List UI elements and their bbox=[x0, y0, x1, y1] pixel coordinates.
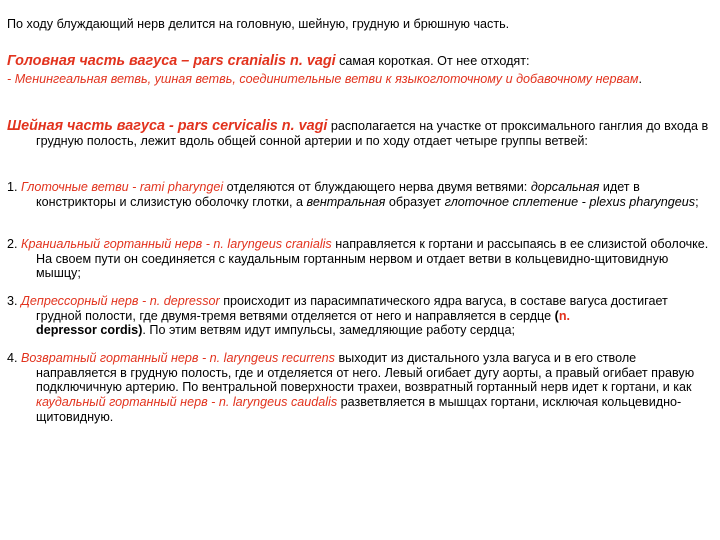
item-number: 1. bbox=[7, 180, 22, 194]
item-number: 2. bbox=[7, 237, 22, 251]
item-number: 3. bbox=[7, 294, 22, 308]
item-bold: depressor cordis) bbox=[36, 323, 143, 338]
item-text: направляется к гортани и рассыпаясь в ее слизистой оболочке. На своем пути он соединяется с каудальным гортанным нервом и отдает ветви в кольцевидно-щитовидную мышцу; bbox=[36, 237, 709, 281]
item-term-2: каудальный гортанный нерв - n. laryngeus caudalis bbox=[36, 395, 338, 410]
list-item-1 bbox=[7, 180, 713, 209]
neck-section-desc: располагается на участке от проксимального ганглия до входа в грудную полость, лежит вдоль общей сонной артерии и по ходу отдает четыре группы ветвей: bbox=[36, 119, 709, 148]
item-term: Депрессорный нерв - n. depressor bbox=[21, 294, 220, 308]
item-emphasis: вентральная bbox=[306, 194, 386, 209]
list-item-2 bbox=[7, 237, 713, 281]
item-text: происходит из парасимпатического ядра вагуса, в составе вагуса достигает грудной полости, где двумя-тремя ветвями отделяется от него и направляется в сердце bbox=[36, 294, 668, 323]
item-text: . По этим ветвям идут импульсы, замедляющие работу сердца; bbox=[142, 323, 515, 338]
list-item-3 bbox=[7, 294, 713, 338]
item-text: выходит из дистального узла вагуса и в его стволе направляется в грудную полость, где и отделяется от него. Левый огибает дугу аорты, а правый огибает правую подключичную артерию. По вентральной поверхности трахеи, возвратный гортанный нерв идет к гортани, и как bbox=[36, 351, 695, 395]
head-branches-end: . bbox=[638, 72, 642, 86]
item-term: Возвратный гортанный нерв - n. laryngeus recurrens bbox=[21, 351, 335, 365]
item-bold-red: n. bbox=[558, 308, 571, 323]
item-emphasis: глоточное сплетение - plexus pharyngeus bbox=[444, 194, 696, 209]
item-number: 4. bbox=[7, 351, 22, 365]
head-branches bbox=[7, 72, 713, 87]
intro-paragraph bbox=[7, 17, 713, 32]
intro-text: По ходу блуждающий нерв делится на головную, шейную, грудную и брюшную часть. bbox=[7, 17, 510, 31]
neck-section-title: Шейная часть вагуса - pars cervicalis n. vagi bbox=[7, 118, 328, 134]
item-term: Глоточные ветви - rami pharyngei bbox=[21, 180, 224, 194]
item-text: разветвляется в мышцах гортани, исключая кольцевидно-щитовидную. bbox=[36, 395, 682, 424]
neck-section bbox=[7, 119, 713, 148]
item-bold-paren: ( bbox=[554, 308, 559, 323]
item-emphasis: дорсальная bbox=[530, 180, 600, 194]
head-section-title: Головная часть вагуса – pars cranialis n. vagi bbox=[7, 53, 336, 69]
list-item-4 bbox=[7, 351, 713, 425]
head-section-desc: самая короткая. От нее отходят: bbox=[335, 54, 530, 68]
head-branches-text: - Менингеальная ветвь, ушная ветвь, соединительные ветви к языкоглоточному и добавочному нервам bbox=[7, 72, 639, 86]
item-text: ; bbox=[695, 194, 699, 209]
head-section bbox=[7, 54, 713, 69]
item-text: отделяются от блуждающего нерва двумя ветвями: bbox=[223, 180, 531, 194]
item-text: образует bbox=[385, 194, 445, 209]
item-term: Краниальный гортанный нерв - n. laryngeus cranialis bbox=[21, 237, 332, 251]
item-text: идет в констрикторы и слизистую оболочку глотки, а bbox=[36, 180, 640, 209]
